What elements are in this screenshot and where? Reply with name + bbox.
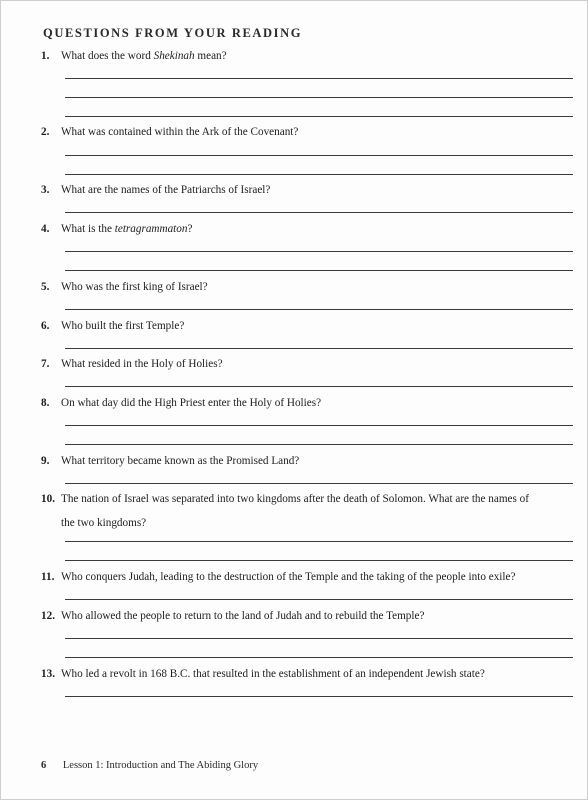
answer-line[interactable] xyxy=(65,638,573,639)
answer-line[interactable] xyxy=(65,696,573,697)
answer-line[interactable] xyxy=(65,444,573,445)
answer-line[interactable] xyxy=(65,212,573,213)
answer-line[interactable] xyxy=(65,599,573,600)
question-text-continued: the two kingdoms? xyxy=(61,517,147,529)
question-text: On what day did the High Priest enter the Holy of Holies? xyxy=(61,397,322,409)
question-2 xyxy=(41,125,577,140)
page-number: 6 xyxy=(41,760,47,771)
question-text: What are the names of the Patriarchs of Israel? xyxy=(61,184,271,196)
answer-line[interactable] xyxy=(65,386,573,387)
question-11 xyxy=(41,570,577,585)
question-text: What resided in the Holy of Holies? xyxy=(61,358,223,370)
question-number: 11. xyxy=(41,571,55,583)
question-text: What does the word Shekinah mean? xyxy=(61,50,227,62)
question-number: 1. xyxy=(41,50,50,62)
question-text: What was contained within the Ark of the Covenant? xyxy=(61,126,299,138)
question-text: What territory became known as the Promised Land? xyxy=(61,455,300,467)
answer-line[interactable] xyxy=(65,425,573,426)
question-text: The nation of Israel was separated into two kingdoms after the death of Solomon. What are the names of xyxy=(61,493,529,505)
lesson-title: Lesson 1: Introduction and The Abiding Glory xyxy=(62,760,259,771)
question-4 xyxy=(41,222,577,237)
question-text: What is the tetragrammaton? xyxy=(61,223,193,235)
page-footer xyxy=(41,760,258,771)
section-heading: QUESTIONS FROM YOUR READING xyxy=(43,26,303,40)
question-number: 12. xyxy=(41,610,55,622)
question-number: 9. xyxy=(41,455,50,467)
question-text: Who was the first king of Israel? xyxy=(61,281,208,293)
answer-line[interactable] xyxy=(65,97,573,98)
question-text: Who built the first Temple? xyxy=(61,320,185,332)
question-number: 5. xyxy=(41,281,50,293)
question-text: Who allowed the people to return to the land of Judah and to rebuild the Temple? xyxy=(61,610,425,622)
question-number: 13. xyxy=(41,668,55,680)
answer-line[interactable] xyxy=(65,78,573,79)
answer-line[interactable] xyxy=(65,270,573,271)
answer-line[interactable] xyxy=(65,174,573,175)
question-8 xyxy=(41,396,577,411)
question-number: 7. xyxy=(41,358,50,370)
question-1 xyxy=(41,49,577,64)
answer-line[interactable] xyxy=(65,483,573,484)
question-number: 8. xyxy=(41,397,50,409)
question-number: 3. xyxy=(41,184,50,196)
answer-line[interactable] xyxy=(65,657,573,658)
question-6 xyxy=(41,319,577,334)
question-7 xyxy=(41,357,577,372)
question-12 xyxy=(41,609,577,624)
question-text: Who conquers Judah, leading to the destruction of the Temple and the taking of the people into exile? xyxy=(61,571,516,583)
question-number: 10. xyxy=(41,493,55,505)
answer-line[interactable] xyxy=(65,251,573,252)
answer-line[interactable] xyxy=(65,560,573,561)
question-number: 2. xyxy=(41,126,50,138)
question-9 xyxy=(41,454,577,469)
question-13 xyxy=(41,667,577,682)
question-5 xyxy=(41,280,577,295)
question-number: 4. xyxy=(41,223,50,235)
answer-line[interactable] xyxy=(65,541,573,542)
answer-line[interactable] xyxy=(65,116,573,117)
answer-line[interactable] xyxy=(65,309,573,310)
question-10 xyxy=(41,492,577,531)
question-text: Who led a revolt in 168 B.C. that resulted in the establishment of an independent Jewish state? xyxy=(61,668,485,680)
answer-line[interactable] xyxy=(65,155,573,156)
question-number: 6. xyxy=(41,320,50,332)
question-3 xyxy=(41,183,577,198)
answer-line[interactable] xyxy=(65,348,573,349)
